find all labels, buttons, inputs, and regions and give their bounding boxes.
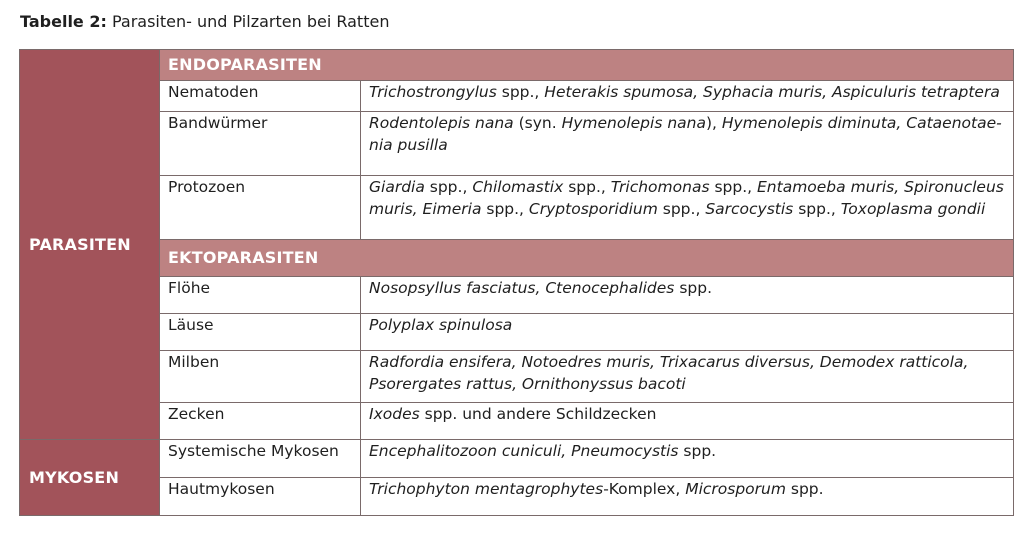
row-species-zecken (361, 403, 1014, 440)
species-name-italic: Entamoeba muris, Spironucleus (757, 178, 1004, 196)
category-mykosen: MYKOSEN (20, 440, 160, 516)
species-text: spp. (678, 442, 717, 460)
table-row (20, 81, 1014, 112)
caption-label: Tabelle 2: (20, 12, 107, 31)
species-name-italic: Toxoplasma gondii (840, 200, 986, 218)
row-species-bandwuermer (361, 112, 1014, 176)
species-name-italic: Hymenolepis diminuta, Cataenotae- (721, 114, 1002, 132)
table-row (20, 478, 1014, 516)
species-name-italic: Chilomastix (472, 178, 564, 196)
row-species-hautmykosen (361, 478, 1014, 516)
table-row (20, 112, 1014, 176)
row-species-floehe (361, 277, 1014, 314)
species-name-italic: Rodentolepis nana (369, 114, 514, 132)
species-name-italic: Microsporum (685, 480, 786, 498)
table-row (20, 403, 1014, 440)
species-text: -Komplex, (603, 480, 686, 498)
row-name-milben: Milben (160, 351, 361, 403)
table-row (20, 440, 1014, 478)
species-name-italic: nia pusilla (369, 136, 448, 154)
row-species-protozoen (361, 176, 1014, 240)
species-text: ), (705, 114, 722, 132)
species-name-italic: Giardia (369, 178, 425, 196)
species-text: spp., (481, 200, 529, 218)
row-species-milben (361, 351, 1014, 403)
row-name-floehe: Flöhe (160, 277, 361, 314)
species-text: spp., (424, 178, 473, 196)
row-species-systemische-mykosen (361, 440, 1014, 478)
row-name-protozoen: Protozoen (160, 176, 361, 240)
row-name-systemische-mykosen: Systemische Mykosen (160, 440, 361, 478)
species-text: spp., (657, 200, 706, 218)
table-row (20, 176, 1014, 240)
species-name-italic: Radfordia ensifera, Notoedres muris, Trixacarus diversus, Demodex ratticola, (369, 353, 969, 371)
species-name-italic: Hymenolepis nana (561, 114, 706, 132)
caption-text: Parasiten- und Pilzarten bei Ratten (111, 12, 390, 31)
species-name-italic: Cryptosporidium (528, 200, 658, 218)
species-text: spp. (785, 480, 824, 498)
species-text: spp. und andere Schildzecken (419, 405, 657, 423)
row-name-bandwuermer: Bandwürmer (160, 112, 361, 176)
species-name-italic: Psorergates rattus, Ornithonyssus bacoti (369, 375, 686, 393)
species-text: (syn. (513, 114, 562, 132)
species-name-italic: Trichophyton mentagrophytes (369, 480, 604, 498)
row-name-nematoden: Nematoden (160, 81, 361, 112)
species-text: spp., (496, 83, 545, 101)
table-row (20, 277, 1014, 314)
row-name-zecken: Zecken (160, 403, 361, 440)
species-name-italic: Trichomonas (610, 178, 710, 196)
species-name-italic: Polyplax spinulosa (369, 316, 513, 334)
category-parasites: PARASITEN (20, 50, 160, 440)
table-caption (20, 11, 389, 33)
row-name-hautmykosen: Hautmykosen (160, 478, 361, 516)
section-header-ektoparasiten: EKTOPARASITEN (160, 240, 1014, 277)
species-name-italic: Heterakis spumosa, Syphacia muris, Aspiculuris tetraptera (544, 83, 1000, 101)
section-row-endo (20, 50, 1014, 81)
species-name-italic: Nosopsyllus fasciatus, Ctenocephalides (369, 279, 675, 297)
row-name-laeuse: Läuse (160, 314, 361, 351)
species-text: spp., (563, 178, 611, 196)
row-species-nematoden (361, 81, 1014, 112)
row-species-laeuse (361, 314, 1014, 351)
species-text: spp., (793, 200, 841, 218)
species-name-italic: Ixodes (369, 405, 420, 423)
section-row-ecto (20, 240, 1014, 277)
species-name-italic: Encephalitozoon cuniculi, Pneumocystis (369, 442, 679, 460)
section-header-endoparasites: ENDOPARASITEN (160, 50, 1014, 81)
table-row (20, 314, 1014, 351)
species-name-italic: Sarcocystis (705, 200, 794, 218)
species-text: spp., (709, 178, 757, 196)
parasite-table (19, 49, 1014, 516)
table-row (20, 351, 1014, 403)
species-text: spp. (674, 279, 712, 297)
species-name-italic: Trichostrongylus (369, 83, 497, 101)
species-name-italic: muris, Eimeria (369, 200, 482, 218)
